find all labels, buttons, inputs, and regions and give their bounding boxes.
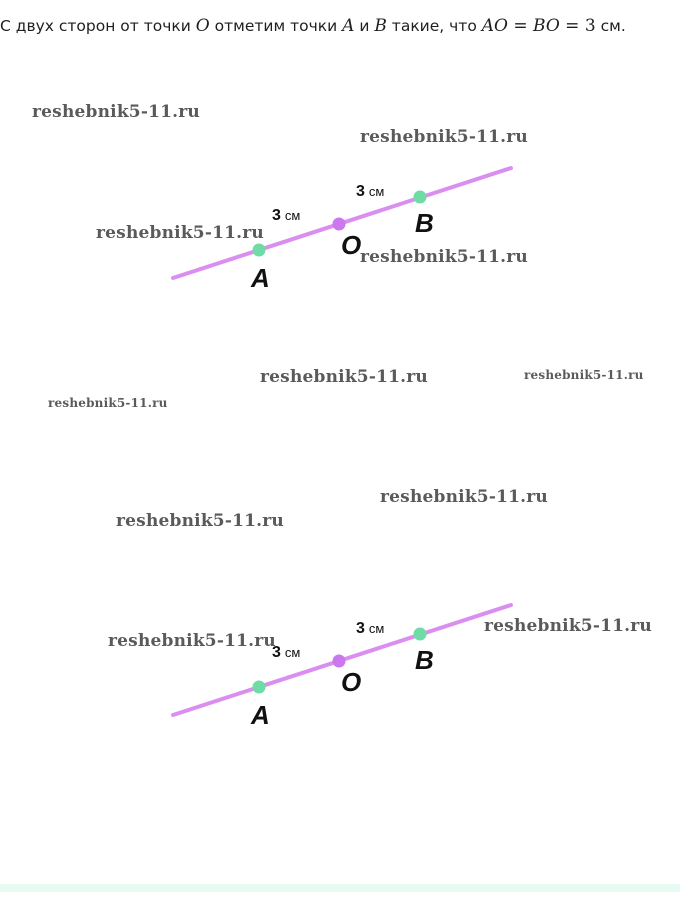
segment-label-right: 3 см	[356, 620, 385, 637]
label-O: O	[341, 667, 362, 697]
watermark: reshebnik5-11.ru	[48, 396, 168, 410]
math-BO: BO	[533, 16, 560, 36]
watermark: reshebnik5-11.ru	[260, 367, 428, 387]
watermark: reshebnik5-11.ru	[484, 616, 652, 636]
segment-label-left: 3 см	[272, 207, 301, 224]
label-A: A	[251, 263, 270, 293]
watermark: reshebnik5-11.ru	[108, 631, 276, 651]
math-3: 3	[584, 16, 596, 36]
watermark: reshebnik5-11.ru	[116, 511, 284, 531]
label-O: O	[341, 230, 362, 260]
point-B	[414, 191, 427, 204]
watermark: reshebnik5-11.ru	[524, 368, 644, 382]
math-AO: AO	[481, 16, 508, 36]
segment-figure-2	[0, 587, 680, 737]
watermark: reshebnik5-11.ru	[32, 102, 200, 122]
watermark: reshebnik5-11.ru	[96, 223, 264, 243]
label-B: B	[415, 645, 434, 675]
watermark: reshebnik5-11.ru	[360, 247, 528, 267]
watermark: reshebnik5-11.ru	[360, 127, 528, 147]
point-O	[333, 218, 346, 231]
watermark: reshebnik5-11.ru	[380, 487, 548, 507]
math-O: O	[195, 16, 210, 36]
label-A: A	[251, 700, 270, 730]
point-B	[414, 628, 427, 641]
math-B: B	[374, 16, 387, 36]
point-O	[333, 655, 346, 668]
problem-statement: С двух сторон от точки O отметим точки A и B такие, что AO = BO = 3 см.	[0, 16, 626, 36]
label-B: B	[415, 208, 434, 238]
point-A	[253, 244, 266, 257]
segment-label-right: 3 см	[356, 183, 385, 200]
footer-band	[0, 884, 680, 892]
segment-label-left: 3 см	[272, 644, 301, 661]
point-A	[253, 681, 266, 694]
math-A: A	[342, 16, 355, 36]
